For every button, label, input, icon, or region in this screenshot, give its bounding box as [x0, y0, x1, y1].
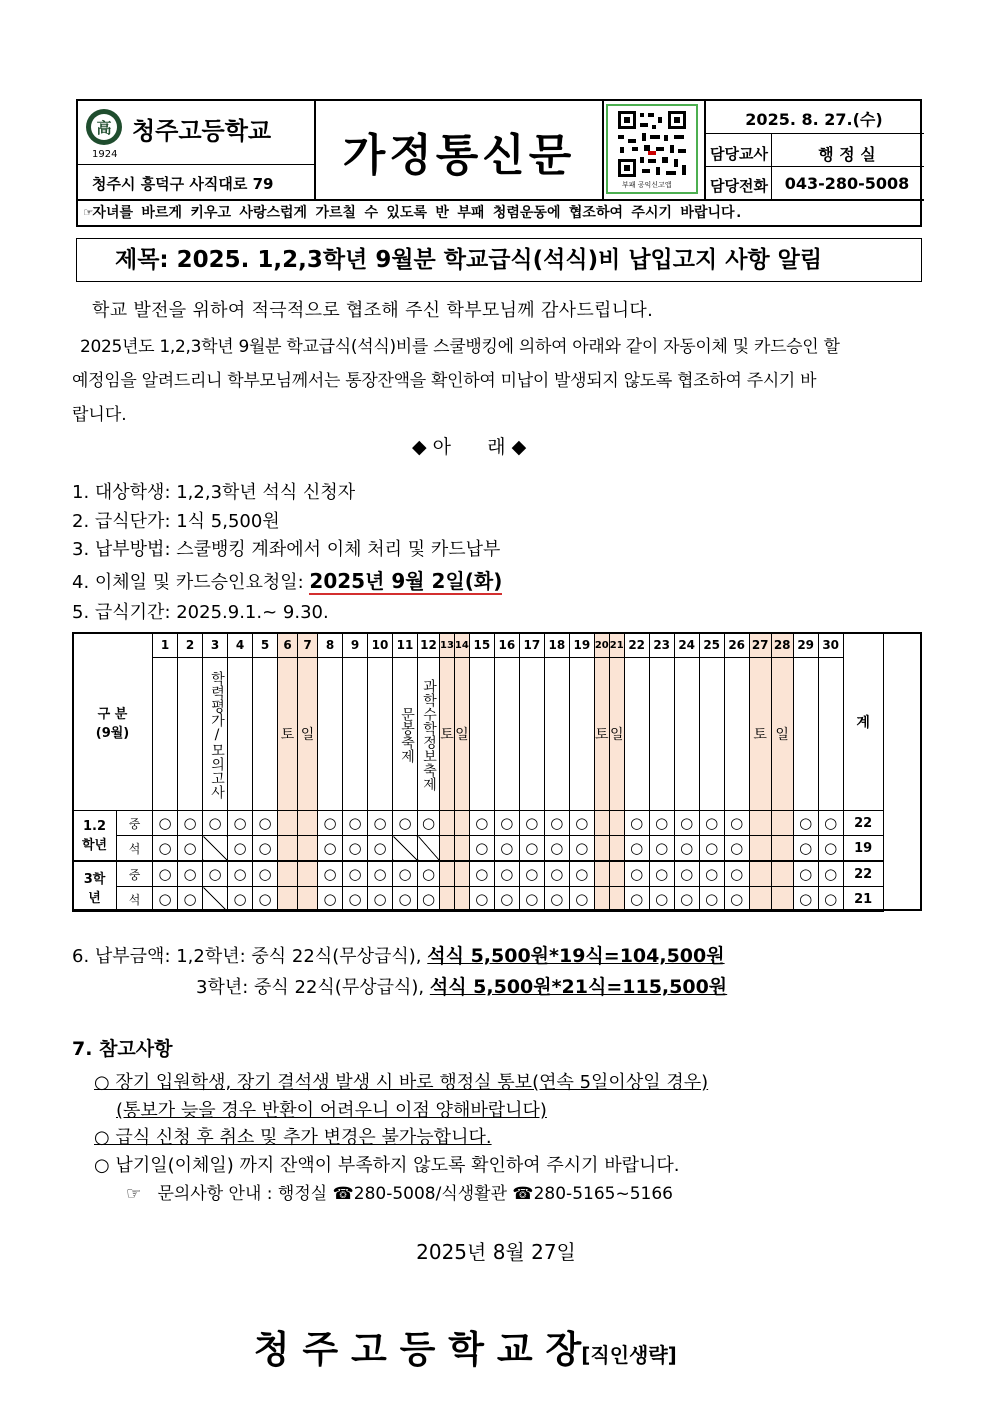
event-cell: 일: [609, 658, 624, 811]
event-cell: [343, 658, 368, 811]
meal-cell: ○: [624, 887, 649, 912]
meal-cell: [594, 887, 609, 912]
meal-cell: [454, 811, 469, 836]
meal-cell: ○: [519, 887, 544, 912]
note-1: [94, 1068, 708, 1094]
meal-cell: [609, 861, 624, 887]
meal-cell: ○: [393, 861, 418, 887]
meal-cell: ○: [203, 861, 228, 887]
meal-cell: ○: [228, 887, 253, 912]
event-cell: [178, 658, 203, 811]
event-cell: [674, 658, 699, 811]
event-cell: 일: [454, 658, 469, 811]
issue-date: 2025. 8. 27.(수): [745, 110, 883, 129]
event-cell: 과학수학정보축제: [418, 658, 440, 811]
meal-total: 22: [843, 861, 883, 887]
meal-cell: ○: [699, 836, 724, 862]
meal-cell: ○: [569, 811, 594, 836]
day-header: 8: [318, 633, 343, 658]
meal-cell: ○: [724, 887, 749, 912]
meal-cell-none: [203, 836, 228, 862]
payment-line-2: [196, 972, 727, 999]
meal-cell: ○: [178, 811, 203, 836]
meal-cell: ○: [624, 861, 649, 887]
meal-total: 21: [843, 887, 883, 912]
meal-cell: ○: [343, 861, 368, 887]
svg-text:高: 高: [96, 119, 112, 137]
meal-cell: [278, 836, 298, 862]
item-method: 3. 납부방법: 스쿨뱅킹 계좌에서 이체 처리 및 카드납부: [72, 539, 501, 560]
slogan: ☞자녀를 바르게 키우고 사랑스럽게 가르칠 수 있도록 반 부패 청렴운동에 협조하여 주시기 바랍니다.: [84, 205, 743, 221]
meal-cell: ○: [178, 836, 203, 862]
event-cell: [153, 658, 178, 811]
day-header: 25: [699, 633, 724, 658]
day-header: 17: [519, 633, 544, 658]
meal-cell: [749, 836, 771, 862]
grade-group-line: 1.2: [82, 818, 107, 834]
day-header: 26: [724, 633, 749, 658]
meal-cell: ○: [818, 861, 843, 887]
payment-line-1: [72, 941, 725, 968]
note-2-text: ○ 급식 신청 후 취소 및 추가 변경은 불가능합니다.: [94, 1127, 492, 1148]
meal-cell: ○: [153, 811, 178, 836]
meal-cell: [749, 861, 771, 887]
subject: 제목: 2025. 1,2,3학년 9월분 학교급식(석식)비 납입고지 사항 알림: [76, 238, 922, 282]
day-header: 13: [440, 633, 455, 658]
day-header: 2: [178, 633, 203, 658]
meal-cell: ○: [624, 836, 649, 862]
meal-cell: ○: [519, 811, 544, 836]
meal-cell: [771, 836, 793, 862]
payment-label-3: 3학년: 중식 22식(무상급식),: [196, 977, 430, 998]
item-date-value: 2025년 9월 2일(화): [309, 569, 503, 593]
meal-cell: ○: [393, 811, 418, 836]
meal-cell: ○: [699, 861, 724, 887]
meal-cell: [278, 861, 298, 887]
meal-cell: ○: [674, 836, 699, 862]
meal-cell: ○: [519, 861, 544, 887]
meal-cell: ○: [228, 836, 253, 862]
meal-cell: ○: [544, 811, 569, 836]
note-2: [94, 1123, 492, 1149]
meal-cell: ○: [569, 861, 594, 887]
meal-cell: ○: [418, 887, 440, 912]
grade-group: [73, 811, 117, 862]
event-cell: [724, 658, 749, 811]
event-cell: [253, 658, 278, 811]
event-cell: 학력평가/모의고사: [203, 658, 228, 811]
day-header: 3: [203, 633, 228, 658]
founded-year: 1924: [92, 149, 118, 160]
meal-cell: ○: [318, 836, 343, 862]
day-header: 27: [749, 633, 771, 658]
meal-cell: [594, 861, 609, 887]
meal-cell: ○: [674, 887, 699, 912]
meal-cell: [771, 861, 793, 887]
meal-cell: [440, 811, 455, 836]
meal-cell: ○: [368, 887, 393, 912]
day-header: 19: [569, 633, 594, 658]
meal-cell: ○: [569, 836, 594, 862]
meal-cell: ○: [203, 811, 228, 836]
meal-cell: ○: [368, 836, 393, 862]
meal-cell: ○: [544, 887, 569, 912]
meal-type: 석: [117, 887, 153, 912]
meal-cell: ○: [649, 887, 674, 912]
grade-group-line: 3학: [83, 871, 106, 887]
table-corner: [73, 633, 153, 811]
meal-cell: ○: [494, 811, 519, 836]
meal-cell: ○: [153, 861, 178, 887]
principal-title: 청 주 고 등 학 교 장: [253, 1328, 582, 1371]
day-header: 9: [343, 633, 368, 658]
meal-cell: ○: [818, 887, 843, 912]
event-cell: [519, 658, 544, 811]
day-header: 6: [278, 633, 298, 658]
meal-cell: ○: [318, 887, 343, 912]
note-1-text: ○ 장기 입원학생, 장기 결석생 발생 시 바로 행정실 통보(연속 5일이상일 경우): [94, 1072, 709, 1093]
teacher-label: 담당교사: [710, 145, 768, 163]
teacher-value: 행 정 실: [818, 145, 876, 164]
event-cell: [793, 658, 818, 811]
meal-cell: [440, 887, 455, 912]
meal-cell: ○: [649, 836, 674, 862]
meal-cell: ○: [153, 887, 178, 912]
day-header: 4: [228, 633, 253, 658]
meal-cell: [298, 811, 318, 836]
doc-title: 가정통신문: [342, 130, 576, 181]
event-cell: [469, 658, 494, 811]
meal-cell: ○: [228, 811, 253, 836]
meal-cell: [298, 887, 318, 912]
day-header: 21: [609, 633, 624, 658]
day-header: 20: [594, 633, 609, 658]
meal-type: 중: [117, 811, 153, 836]
day-header: 12: [418, 633, 440, 658]
item-date: [72, 565, 502, 594]
day-header: 18: [544, 633, 569, 658]
meal-cell: [594, 836, 609, 862]
meal-cell-none: [203, 887, 228, 912]
meal-cell: [749, 811, 771, 836]
meal-cell: [609, 887, 624, 912]
meal-cell: ○: [318, 811, 343, 836]
event-cell: [368, 658, 393, 811]
footer-date: 2025년 8월 27일: [416, 1240, 576, 1264]
meal-cell: [609, 811, 624, 836]
meal-cell: ○: [519, 836, 544, 862]
meal-cell: [278, 887, 298, 912]
meal-cell: ○: [699, 887, 724, 912]
event-cell: 토: [749, 658, 771, 811]
meal-cell: [454, 887, 469, 912]
event-cell: 문봉축제: [393, 658, 418, 811]
school-emblem: [84, 107, 124, 147]
event-cell: [318, 658, 343, 811]
meal-cell: ○: [469, 887, 494, 912]
meal-cell: ○: [818, 811, 843, 836]
meal-cell: ○: [649, 861, 674, 887]
payment-label: 6. 납부금액: 1,2학년: 중식 22식(무상급식),: [72, 946, 428, 967]
letter-header: [76, 99, 922, 227]
meal-cell: ○: [624, 811, 649, 836]
meal-type: 석: [117, 836, 153, 862]
event-cell: [818, 658, 843, 811]
meal-cell: ○: [178, 861, 203, 887]
meal-cell: [440, 836, 455, 862]
school-name: 청주고등학교: [132, 117, 272, 145]
meal-cell: ○: [674, 811, 699, 836]
meal-cell: ○: [228, 861, 253, 887]
meal-cell: ○: [178, 887, 203, 912]
meal-cell: ○: [494, 836, 519, 862]
phone-value: 043-280-5008: [784, 174, 910, 193]
event-cell: [228, 658, 253, 811]
principal-name: [228, 1276, 677, 1373]
item-price: 2. 급식단가: 1식 5,500원: [72, 511, 280, 532]
note-contact: ☞ 문의사항 안내 : 행정실 ☎280-5008/식생활관 ☎280-5165~5166: [126, 1184, 673, 1204]
meal-cell: ○: [343, 811, 368, 836]
day-header: 23: [649, 633, 674, 658]
item-period: 5. 급식기간: 2025.9.1.~ 9.30.: [72, 602, 329, 623]
table-corner-line: (9월): [95, 725, 130, 741]
notes-heading: 7. 참고사항: [72, 1038, 173, 1060]
meal-cell: ○: [253, 887, 278, 912]
meal-cell: [454, 861, 469, 887]
day-header: 29: [793, 633, 818, 658]
meal-cell: ○: [318, 861, 343, 887]
meal-cell: ○: [699, 811, 724, 836]
day-header: 1: [153, 633, 178, 658]
event-cell: [569, 658, 594, 811]
meal-type: 중: [117, 861, 153, 887]
meal-cell: ○: [494, 887, 519, 912]
meal-cell: ○: [368, 811, 393, 836]
item-target: 1. 대상학생: 1,2,3학년 석식 신청자: [72, 482, 356, 503]
meal-cell: [594, 811, 609, 836]
meal-cell: ○: [818, 836, 843, 862]
meal-cell-none: [418, 836, 440, 862]
event-cell: [494, 658, 519, 811]
meal-cell: ○: [494, 861, 519, 887]
event-cell: [624, 658, 649, 811]
intro-line-2: 2025년도 1,2,3학년 9월분 학교급식(석식)비를 스쿨뱅킹에 의하여 아래와 같이 자동이체 및 카드승인 할: [80, 337, 840, 357]
meal-cell: ○: [724, 811, 749, 836]
meal-cell: ○: [724, 861, 749, 887]
meal-cell: ○: [793, 836, 818, 862]
meal-cell: ○: [469, 861, 494, 887]
payment-amount-3: 석식 5,500원*21식=115,500원: [429, 976, 728, 998]
notice-heading: ◆ 아 래 ◆: [412, 436, 527, 458]
note-3: ○ 납기일(이체일) 까지 잔액이 부족하지 않도록 확인하여 주시기 바랍니다.: [94, 1155, 680, 1176]
meal-cell: ○: [674, 861, 699, 887]
seal-omitted: [직인생략]: [581, 1343, 677, 1367]
meal-cell: ○: [469, 836, 494, 862]
day-header: 5: [253, 633, 278, 658]
intro-line-4: 랍니다.: [72, 405, 127, 425]
meal-cell: [454, 836, 469, 862]
payment-amount-12: 석식 5,500원*19식=104,500원: [427, 945, 725, 967]
item-date-label: 4. 이체일 및 카드승인요청일:: [72, 572, 310, 593]
meal-cell: [771, 887, 793, 912]
event-cell: [699, 658, 724, 811]
note-1-detail: (통보가 늦을 경우 반환이 어려우니 이점 양해바랍니다): [116, 1100, 547, 1121]
meal-cell: ○: [793, 811, 818, 836]
meal-cell: ○: [253, 836, 278, 862]
event-cell: [544, 658, 569, 811]
meal-total: 19: [843, 836, 883, 862]
meal-cell: [298, 861, 318, 887]
event-cell: 토: [278, 658, 298, 811]
total-header: 계: [843, 633, 883, 811]
meal-cell: ○: [724, 836, 749, 862]
meal-cell: ○: [343, 887, 368, 912]
day-header: 30: [818, 633, 843, 658]
event-cell: [649, 658, 674, 811]
grade-group-line: 학년: [81, 837, 108, 853]
meal-cell: ○: [793, 861, 818, 887]
meal-cell: [298, 836, 318, 862]
event-cell: 일: [771, 658, 793, 811]
meal-cell: ○: [418, 811, 440, 836]
meal-cell: ○: [368, 861, 393, 887]
meal-cell: ○: [253, 861, 278, 887]
event-cell: 토: [440, 658, 455, 811]
school-address: 청주시 흥덕구 사직대로 79: [92, 175, 274, 193]
meal-cell: [609, 836, 624, 862]
meal-cell: ○: [153, 836, 178, 862]
meal-cell: [771, 811, 793, 836]
meal-cell: [278, 811, 298, 836]
meal-cell: ○: [343, 836, 368, 862]
meal-cell: ○: [393, 887, 418, 912]
intro-line-3: 예정임을 알려드리니 학부모님께서는 통장잔액을 확인하여 미납이 발생되지 않도록 협조하여 주시기 바: [72, 371, 817, 391]
day-header: 15: [469, 633, 494, 658]
day-header: 16: [494, 633, 519, 658]
day-header: 10: [368, 633, 393, 658]
day-header: 7: [298, 633, 318, 658]
meal-cell: ○: [253, 811, 278, 836]
meal-cell: ○: [418, 861, 440, 887]
meal-cell-none: [393, 836, 418, 862]
event-cell: 토: [594, 658, 609, 811]
day-header: 24: [674, 633, 699, 658]
day-header: 22: [624, 633, 649, 658]
table-corner-line: 구 분: [97, 706, 128, 722]
grade-group: [73, 861, 117, 912]
meal-total: 22: [843, 811, 883, 836]
intro-line-1: 학교 발전을 위하여 적극적으로 협조해 주신 학부모님께 감사드립니다.: [92, 300, 654, 321]
day-header: 14: [454, 633, 469, 658]
meal-cell: ○: [649, 811, 674, 836]
meal-cell: ○: [544, 836, 569, 862]
meal-cell: [440, 861, 455, 887]
meal-cell: [749, 887, 771, 912]
meal-calendar: [72, 632, 884, 912]
meal-cell: ○: [469, 811, 494, 836]
day-header: 11: [393, 633, 418, 658]
meal-cell: ○: [544, 861, 569, 887]
grade-group-line: 년: [88, 890, 101, 906]
qr-caption: 부패 공익신고앱: [622, 181, 672, 189]
meal-cell: ○: [569, 887, 594, 912]
phone-label: 담당전화: [710, 177, 768, 195]
day-header: 28: [771, 633, 793, 658]
event-cell: 일: [298, 658, 318, 811]
meal-cell: ○: [793, 887, 818, 912]
